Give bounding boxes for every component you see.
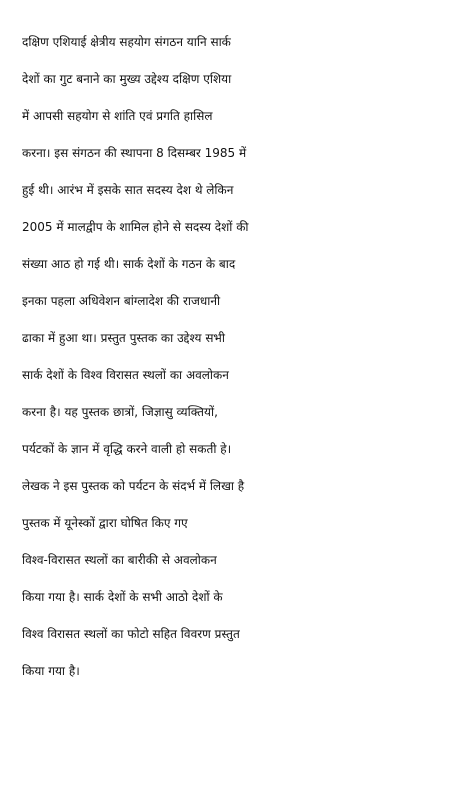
paragraph-line: लेखक ने इस पुस्तक को पर्यटन के संदर्भ में लिखा है (22, 479, 245, 493)
paragraph-line: सार्क देशों के विश्व विरासत स्थलों का अवलोकन (22, 368, 229, 382)
paragraph-line: 2005 में मालद्वीप के शामिल होने से सदस्य देशों की (22, 220, 249, 234)
paragraph-line: में आपसी सहयोग से शांति एवं प्रगति हासिल (22, 109, 213, 123)
paragraph-line: देशों का गुट बनाने का मुख्य उद्देश्य दक्षिण एशिया (22, 72, 232, 86)
paragraph-line: करना। इस संगठन की स्थापना 8 दिसम्बर 1985 में (22, 146, 247, 160)
paragraph-line: किया गया है। सार्क देशों के सभी आठो देशों के (22, 590, 223, 604)
paragraph-line: दक्षिण एशियाई क्षेत्रीय सहयोग संगठन यानि सार्क (22, 35, 231, 49)
paragraph-line: ढाका में हुआ था। प्रस्तुत पुस्तक का उद्देश्य सभी (22, 331, 225, 345)
body-paragraph (22, 24, 462, 690)
paragraph-line: पर्यटकों के ज्ञान में वृद्धि करने वाली हो सकती हे। (22, 442, 232, 456)
paragraph-line: करना है। यह पुस्तक छात्रों, जिज्ञासु व्यक्तियों, (22, 405, 218, 419)
paragraph-line: इनका पहला अधिवेशन बांग्लादेश की राजधानी (22, 294, 221, 308)
paragraph-line: संख्या आठ हो गई थी। सार्क देशों के गठन के बाद (22, 257, 236, 271)
paragraph-line: हुई थी। आरंभ में इसके सात सदस्य देश थे लेकिन (22, 183, 234, 197)
paragraph-line: विश्व विरासत स्थलों का फोटो सहित विवरण प्रस्तुत (22, 627, 240, 641)
paragraph-line: पुस्तक में यूनेस्कों द्वारा घोषित किए गए (22, 516, 188, 530)
paragraph-line: किया गया है। (22, 664, 80, 678)
paragraph-line: विश्व-विरासत स्थलों का बारीकी से अवलोकन (22, 553, 217, 567)
